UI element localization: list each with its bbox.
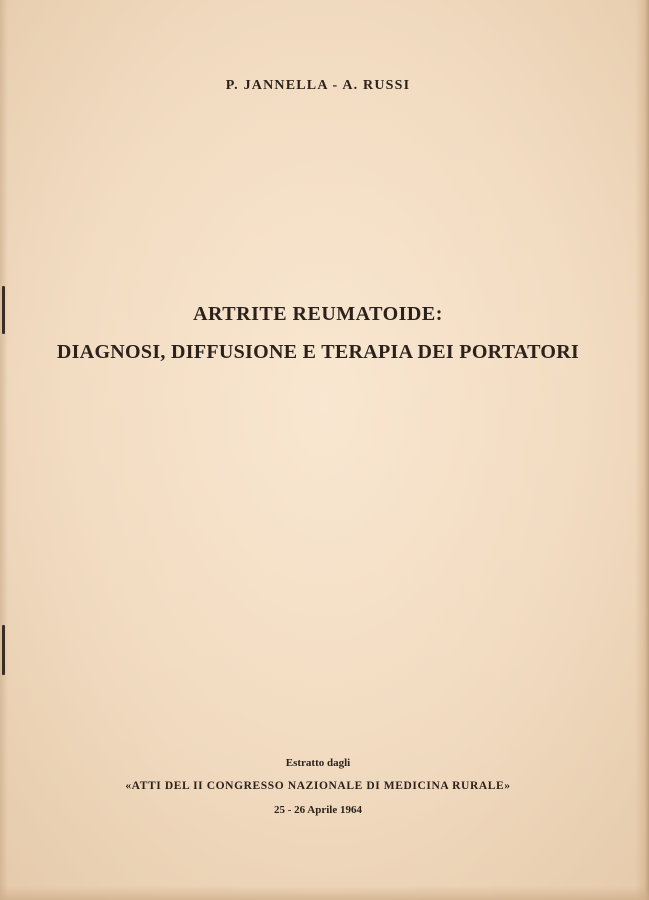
proceedings-title: «ATTI DEL II CONGRESSO NAZIONALE DI MEDICINA RURALE» [125,780,511,792]
authors: P. JANNELLA - A. RUSSI [225,78,411,93]
extract-label: Estratto dagli [285,757,351,769]
title-line-2: DIAGNOSI, DIFFUSIONE E TERAPIA DEI PORTATORI [56,341,580,363]
congress-dates: 25 - 26 Aprile 1964 [274,804,362,816]
paper-edge-bottom [0,886,649,900]
paper-edge-right [635,0,649,900]
staple-bottom [2,625,5,675]
title-line-1: ARTRITE REUMATOIDE: [193,303,443,325]
